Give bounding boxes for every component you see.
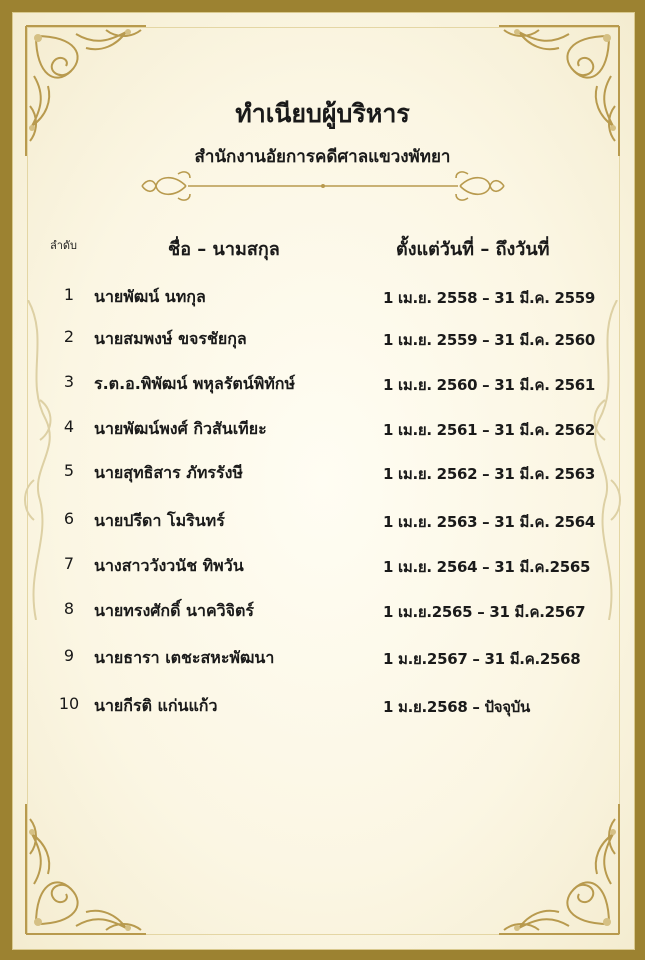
page-subtitle: สำนักงานอัยการคดีศาลแขวงพัทยา	[194, 147, 451, 167]
row-term: 1 เม.ย. 2559 – 31 มี.ค. 2560	[383, 331, 596, 349]
row-term: 1 ม.ย.2568 – ปัจจุบัน	[383, 698, 530, 716]
row-name: นายสุทธิสาร ภัทรรังษี	[94, 463, 243, 482]
column-header-name: ชื่อ – นามสกุล	[168, 239, 280, 260]
page-title: ทำเนียบผู้บริหาร	[235, 99, 410, 128]
table-row	[0, 690, 645, 720]
row-term: 1 เม.ย. 2562 – 31 มี.ค. 2563	[383, 465, 596, 483]
row-number: 6	[63, 509, 75, 528]
row-name: นายธารา เตชะสหะพัฒนา	[94, 648, 275, 667]
row-name: นางสาววังวนัช ทิพวัน	[94, 556, 244, 575]
row-term: 1 เม.ย. 2560 – 31 มี.ค. 2561	[383, 376, 596, 394]
row-number: 2	[63, 327, 75, 346]
row-name: นายทรงศักดิ์ นาควิจิตร์	[94, 601, 255, 620]
table-row	[0, 550, 645, 580]
row-name: นายสมพงษ์ ขจรชัยกุล	[94, 329, 247, 348]
table-row	[0, 595, 645, 625]
row-number: 5	[63, 461, 75, 480]
table-row	[0, 457, 645, 487]
row-name: นายกีรติ แก่นแก้ว	[94, 696, 218, 715]
table-row	[0, 505, 645, 535]
row-term: 1 เม.ย. 2564 – 31 มี.ค.2565	[383, 558, 591, 576]
column-header-number: ลำดับ	[50, 239, 78, 252]
row-name: นายพัฒน์ นทกุล	[94, 287, 206, 306]
table-row	[0, 368, 645, 398]
row-number: 4	[63, 417, 75, 436]
corner-flourish-icon	[489, 794, 629, 944]
row-term: 1 ม.ย.2567 – 31 มี.ค.2568	[383, 650, 581, 668]
row-term: 1 เม.ย.2565 – 31 มี.ค.2567	[383, 603, 586, 621]
row-term: 1 เม.ย. 2561 – 31 มี.ค. 2562	[383, 421, 596, 439]
row-name: นายพัฒน์พงศ์ กิวสันเทียะ	[94, 419, 267, 438]
table-row	[0, 281, 645, 311]
row-number: 10	[58, 694, 80, 713]
row-name: นายปรีดา โมรินทร์	[94, 511, 225, 530]
row-number: 1	[63, 285, 75, 304]
row-term: 1 เม.ย. 2563 – 31 มี.ค. 2564	[383, 513, 596, 531]
title-divider-icon	[138, 168, 508, 204]
table-row	[0, 323, 645, 353]
row-number: 7	[63, 554, 75, 573]
column-header-term: ตั้งแต่วันที่ – ถึงวันที่	[396, 239, 550, 260]
row-term: 1 เม.ย. 2558 – 31 มี.ค. 2559	[383, 289, 596, 307]
corner-flourish-icon	[16, 794, 156, 944]
row-number: 9	[63, 646, 75, 665]
row-number: 3	[63, 372, 75, 391]
row-name: ร.ต.อ.พิพัฒน์ พหุลรัตน์พิทักษ์	[94, 374, 296, 393]
table-row	[0, 642, 645, 672]
row-number: 8	[63, 599, 75, 618]
table-row	[0, 413, 645, 443]
